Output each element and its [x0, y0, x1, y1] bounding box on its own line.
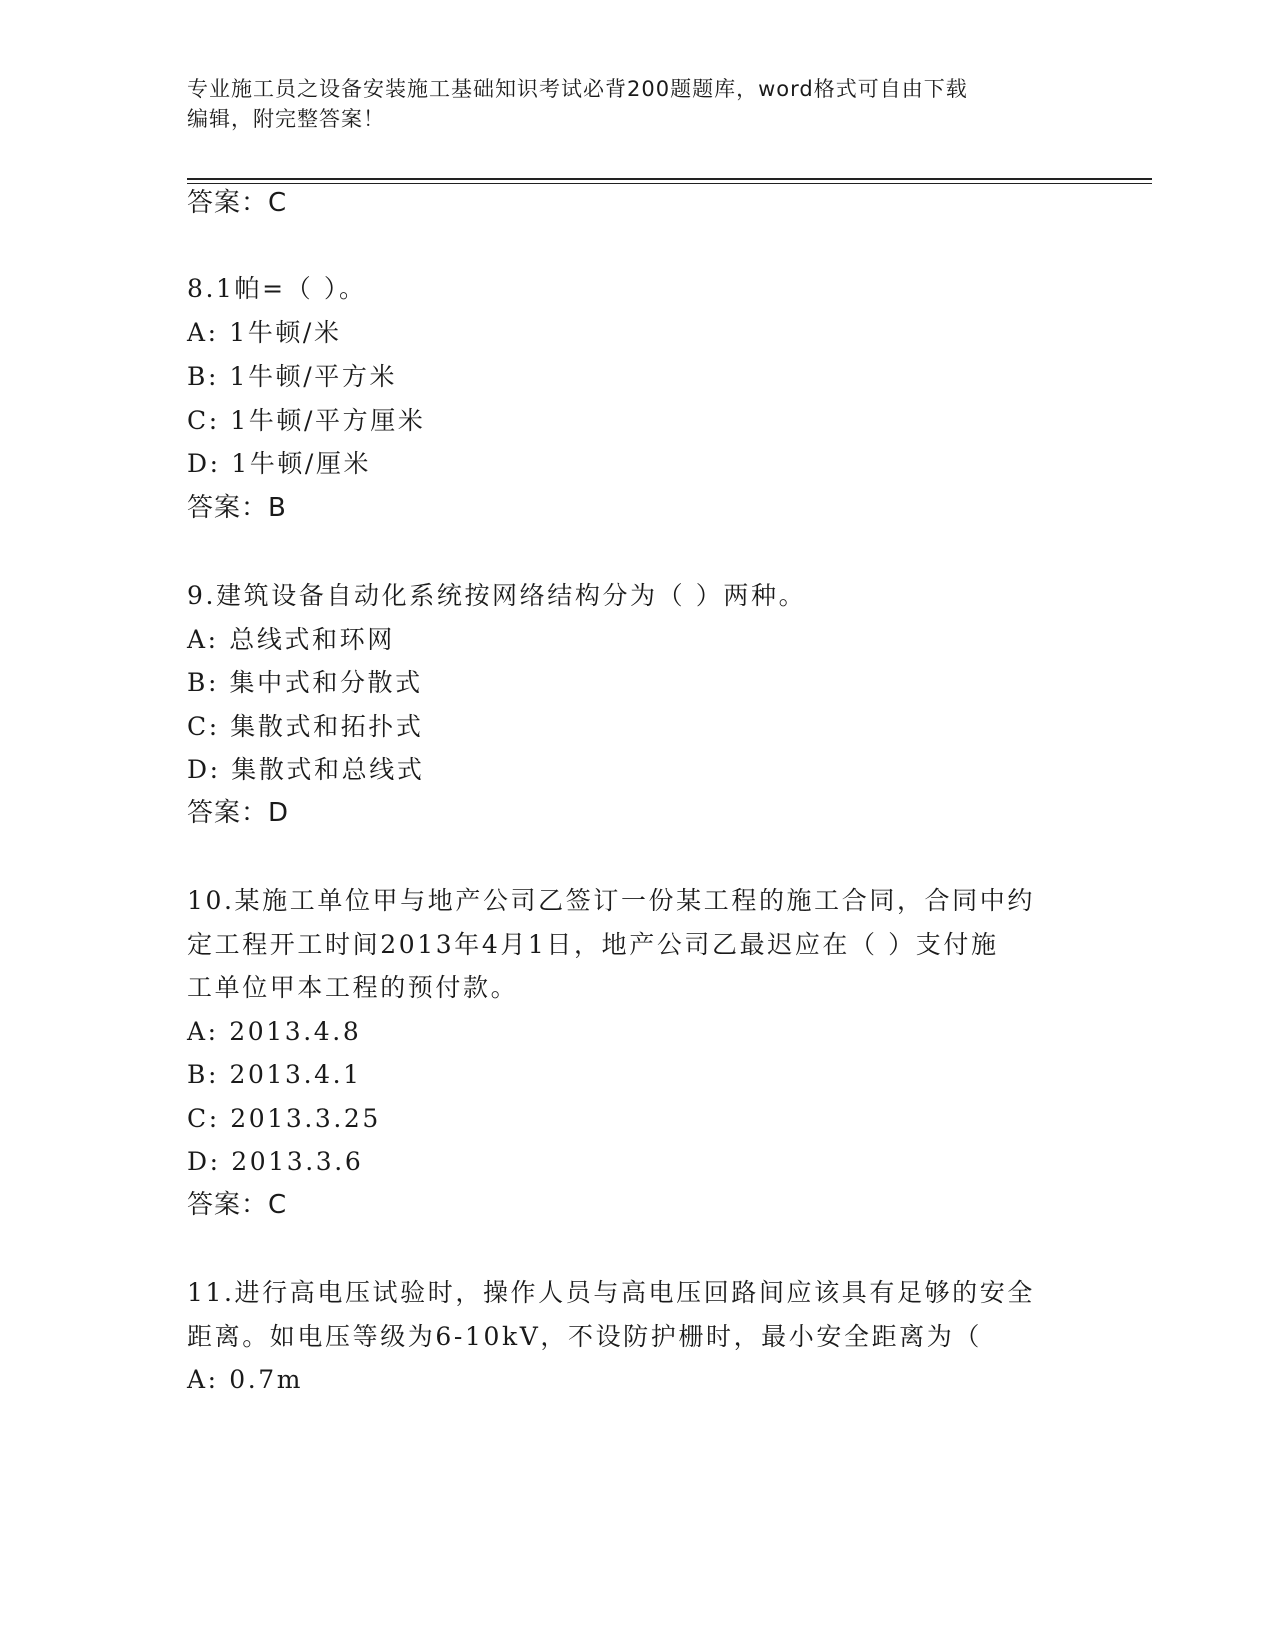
question-11-stem-line-2: 距离。如电压等级为6-10kV，不设防护栅时，最小安全距离为（	[187, 1322, 982, 1351]
question-9-option-d: D: 集散式和总线式	[187, 755, 425, 784]
document-header	[187, 74, 1067, 134]
question-9-option-b: B: 集中式和分散式	[187, 668, 423, 697]
question-8-option-b: B: 1牛顿/平方米	[187, 362, 398, 391]
header-title-line-1: 专业施工员之设备安装施工基础知识考试必背200题题库，word格式可自由下载	[187, 77, 968, 101]
answer-q9: 答案：D	[187, 798, 290, 828]
answer-q7: 答案：C	[187, 188, 288, 218]
question-8-option-a: A: 1牛顿/米	[187, 318, 342, 347]
question-8-option-c: C: 1牛顿/平方厘米	[187, 406, 426, 435]
question-8-stem: 8.1帕=（ ）。	[187, 274, 367, 303]
answer-q8: 答案：B	[187, 493, 287, 523]
question-11-option-a: A: 0.7m	[187, 1365, 304, 1394]
question-9-option-a: A: 总线式和环网	[187, 625, 395, 654]
answer-q10: 答案：C	[187, 1190, 288, 1220]
question-8-option-d: D: 1牛顿/厘米	[187, 449, 372, 478]
question-10-stem-line-2: 定工程开工时间2013年4月1日，地产公司乙最迟应在（ ）支付施	[187, 930, 999, 959]
question-9-option-c: C: 集散式和拓扑式	[187, 712, 424, 741]
question-10-option-a: A: 2013.4.8	[187, 1017, 362, 1046]
question-10-stem-line-3: 工单位甲本工程的预付款。	[187, 973, 519, 1002]
header-title-line-2: 编辑，附完整答案！	[187, 107, 385, 131]
header-divider-thick	[187, 178, 1152, 180]
question-11-stem-line-1: 11.进行高电压试验时，操作人员与高电压回路间应该具有足够的安全	[187, 1278, 1035, 1307]
header-divider-thin	[187, 183, 1152, 184]
question-9-stem: 9.建筑设备自动化系统按网络结构分为（ ）两种。	[187, 581, 807, 610]
question-10-option-b: B: 2013.4.1	[187, 1060, 362, 1089]
question-10-option-c: C: 2013.3.25	[187, 1104, 381, 1133]
question-10-option-d: D: 2013.3.6	[187, 1147, 364, 1176]
question-10-stem-line-1: 10.某施工单位甲与地产公司乙签订一份某工程的施工合同，合同中约	[187, 886, 1035, 915]
